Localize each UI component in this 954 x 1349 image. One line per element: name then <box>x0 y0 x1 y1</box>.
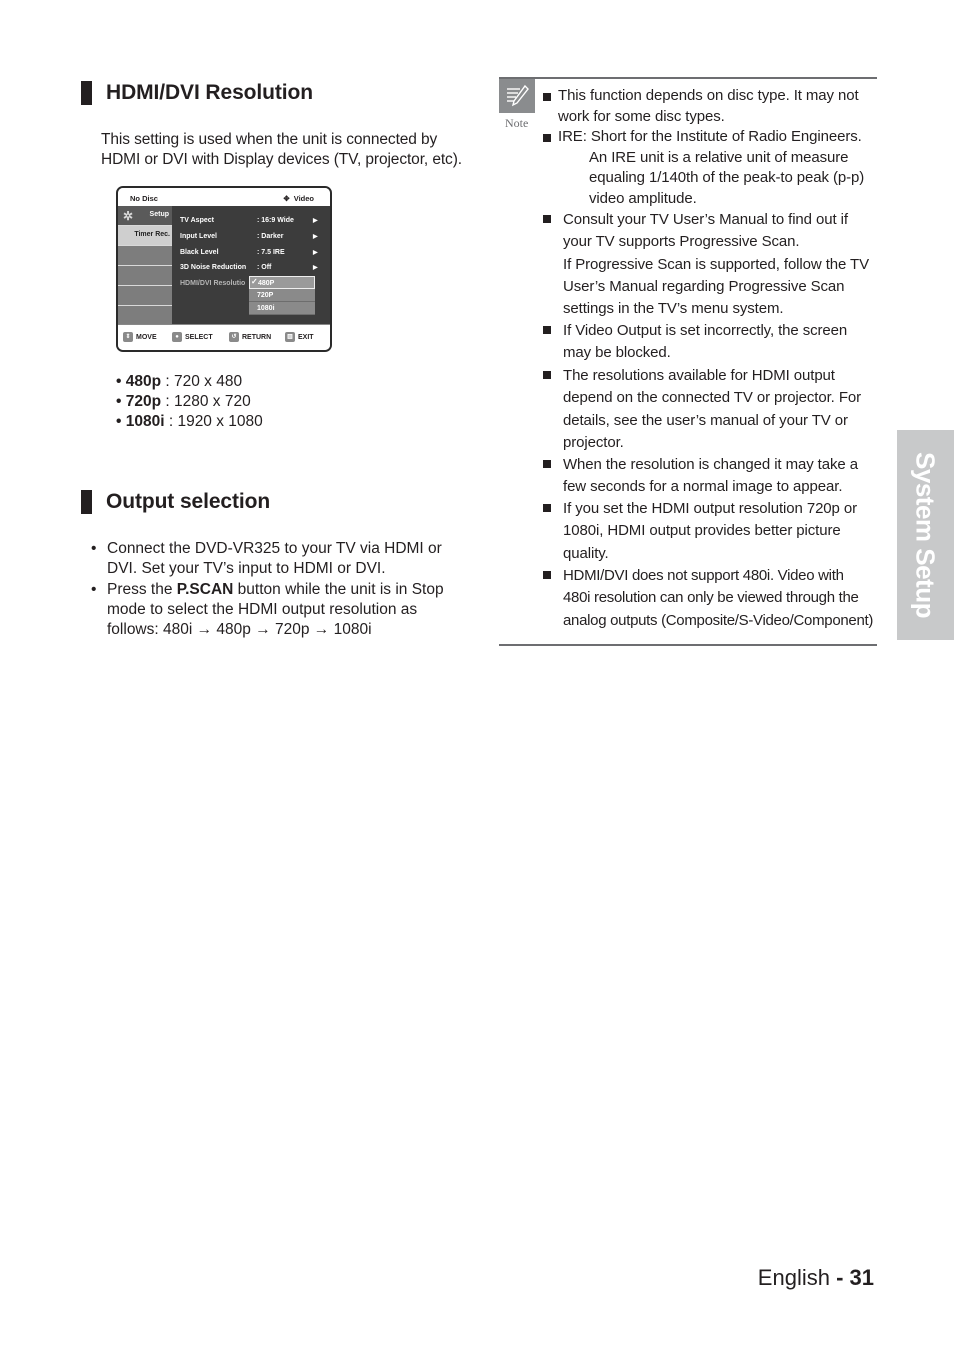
setting-label: TV Aspect <box>180 217 214 224</box>
heading-bar <box>81 81 92 105</box>
option-label: 1080i <box>257 305 275 312</box>
note-line: If Video Output is set incorrectly, the screen <box>563 322 848 339</box>
hint-label: EXIT <box>298 333 314 341</box>
resolution-name: 480p <box>125 373 162 390</box>
exit-icon: ▥ <box>285 332 295 342</box>
square-bullet-icon <box>543 571 551 579</box>
menu-sidebar <box>118 206 172 324</box>
return-icon: ↺ <box>229 332 239 342</box>
note-line: If Progressive Scan is supported, follow the TV <box>563 255 870 273</box>
note-item <box>543 209 869 320</box>
bullet-line: Connect the DVD-VR325 to your TV via HDMI or <box>107 540 442 557</box>
menu-item-empty <box>118 286 172 306</box>
bullet-item <box>91 580 451 640</box>
arrow-right-icon: ▶ <box>313 218 318 224</box>
resolution-item: • 1080i : 1920 x 1080 <box>116 413 263 430</box>
resolution-option <box>249 276 315 289</box>
exit-hint <box>285 332 314 342</box>
resolution-option <box>249 302 315 315</box>
note-line: projector. <box>563 433 624 451</box>
text-run: Press the <box>107 581 177 598</box>
note-label: Note <box>505 116 529 130</box>
video-indicator <box>283 194 314 203</box>
note-item <box>543 320 847 365</box>
heading-bar <box>81 490 92 514</box>
resolution-dropdown <box>249 276 315 315</box>
note-line: Consult your TV User’s Manual to find out if <box>563 211 848 228</box>
menu-settings-panel <box>172 206 330 324</box>
menu-item-label: Setup <box>149 211 169 218</box>
menu-button-bar <box>118 324 330 350</box>
square-bullet-icon <box>543 504 551 512</box>
hint-label: SELECT <box>185 333 213 341</box>
square-bullet-icon <box>543 93 551 101</box>
video-icon: ✥ <box>283 194 290 203</box>
arrow-right-icon: ▶ <box>313 265 318 271</box>
bullet-dot: • <box>91 581 97 598</box>
note-bottom-rule <box>499 644 877 646</box>
note-line: The resolutions available for HDMI output <box>563 367 835 384</box>
square-bullet-icon <box>543 371 551 379</box>
resolution-item: • 480p : 720 x 480 <box>116 373 243 390</box>
move-icon: ⇕ <box>123 332 133 342</box>
option-label: 720P <box>257 292 274 299</box>
menu-item-empty <box>118 246 172 266</box>
note-item <box>543 86 859 127</box>
note-line: quality. <box>563 544 609 562</box>
option-label: 480P <box>258 280 275 287</box>
resolution-value: : 1280 x 720 <box>161 393 251 410</box>
hint-label: MOVE <box>136 333 157 341</box>
note-line: analog outputs (Composite/S-Video/Component) <box>563 611 874 629</box>
bullet-line: DVI. Set your TV’s input to HDMI or DVI. <box>107 560 386 577</box>
setting-label: HDMI/DVI Resolutio <box>180 280 246 287</box>
note-item <box>543 498 857 565</box>
note-line: few seconds for a normal image to appear. <box>563 478 843 496</box>
menu-item-timer <box>118 226 172 246</box>
setting-label: Input Level <box>180 233 217 240</box>
menu-top-bar <box>118 188 330 206</box>
bullet-line: mode to select the HDMI output resolution as <box>107 601 418 618</box>
setting-value: : Off <box>257 264 272 271</box>
setting-label: 3D Noise Reduction <box>180 264 247 271</box>
square-bullet-icon <box>543 215 551 223</box>
setting-value: : 7.5 IRE <box>257 249 285 256</box>
pscan-label: P.SCAN <box>176 581 234 598</box>
note-line: 1080i, HDMI output provides better picture <box>563 522 841 540</box>
page-number <box>758 1265 874 1291</box>
resolution-name: 1080i <box>125 413 165 430</box>
note-top-rule <box>499 77 877 79</box>
note-line: If you set the HDMI output resolution 720p or <box>563 500 857 517</box>
resolution-list <box>116 372 263 432</box>
note-line: your TV supports Progressive Scan. <box>563 233 800 251</box>
footer-language: English <box>757 1265 830 1290</box>
resolution-option <box>249 289 315 302</box>
resolution-item: • 720p : 1280 x 720 <box>116 393 251 410</box>
setup-menu-screenshot <box>116 186 332 352</box>
note-line: depend on the connected TV or projector. For <box>563 389 862 407</box>
note-line: work for some disc types. <box>558 107 725 125</box>
setting-row-input-level <box>180 233 320 240</box>
note-item <box>543 365 861 454</box>
section-heading-output <box>81 489 270 515</box>
arrow-right-icon: ▶ <box>313 234 318 240</box>
text-run: button while the unit is in Stop <box>233 581 444 598</box>
return-hint <box>229 332 271 342</box>
menu-item-empty <box>118 266 172 286</box>
note-line: video amplitude. <box>589 189 697 207</box>
note-item <box>543 127 864 209</box>
square-bullet-icon <box>543 326 551 334</box>
setting-value: : Darker <box>257 233 284 240</box>
square-bullet-icon <box>543 134 551 142</box>
section-heading-hdmi <box>81 80 313 106</box>
bullet-dot: • <box>91 540 97 557</box>
note-line: details, see the user’s manual of your TV or <box>563 411 848 429</box>
setting-label: Black Level <box>180 249 219 256</box>
section-title: Output selection <box>106 490 271 513</box>
footer-separator: - <box>829 1265 850 1290</box>
menu-item-setup <box>118 206 172 226</box>
note-line: 480i resolution can only be viewed through the <box>563 589 859 607</box>
move-hint <box>123 332 157 342</box>
note-line: settings in the TV’s menu system. <box>563 300 784 318</box>
check-icon: ✓ <box>251 277 258 286</box>
resolution-value: : 1920 x 1080 <box>164 413 263 430</box>
note-item <box>543 565 873 632</box>
bullet-item <box>91 539 451 579</box>
note-line: equaling 1/140th of the peak-to peak (p-p) <box>589 169 865 186</box>
note-item <box>543 454 858 499</box>
note-line: User’s Manual regarding Progressive Scan <box>563 277 845 295</box>
setting-row-tv-aspect <box>180 217 320 224</box>
description-line: HDMI or DVI with Display devices (TV, projector, etc). <box>101 150 462 168</box>
resolution-name: 720p <box>125 393 162 410</box>
setting-row-black-level <box>180 249 320 256</box>
chapter-side-tab <box>897 430 954 640</box>
setting-row-noise-reduction <box>180 264 320 271</box>
chapter-label: System Setup <box>910 452 941 618</box>
section-title: HDMI/DVI Resolution <box>106 81 313 104</box>
section-description <box>101 130 462 169</box>
bullet-line <box>107 580 451 600</box>
select-icon: ● <box>172 332 182 342</box>
note-line: This function depends on disc type. It may not <box>558 87 859 104</box>
resolution-value: : 720 x 480 <box>161 373 243 390</box>
note-line: When the resolution is changed it may take a <box>563 456 858 473</box>
description-line: This setting is used when the unit is connected by <box>101 131 438 148</box>
note-line: HDMI/DVI does not support 480i. Video with <box>563 567 844 584</box>
note-line: IRE: Short for the Institute of Radio Engineers. <box>558 128 862 145</box>
video-label: Video <box>293 194 314 203</box>
footer-page: 31 <box>849 1265 874 1290</box>
note-line: An IRE unit is a relative unit of measure <box>589 148 849 166</box>
note-pencil-icon <box>499 79 535 113</box>
setting-value: : 16:9 Wide <box>257 217 294 224</box>
square-bullet-icon <box>543 460 551 468</box>
hint-label: RETURN <box>242 333 272 341</box>
arrow-right-icon: ▶ <box>313 250 318 256</box>
bullet-line: follows: 480i → 480p → 720p → 1080i <box>107 621 372 638</box>
note-line: may be blocked. <box>563 344 671 362</box>
menu-item-label: Timer Rec. <box>134 231 170 238</box>
select-hint <box>172 332 213 342</box>
gear-icon: ✲ <box>123 209 134 223</box>
disc-status: No Disc <box>130 194 158 203</box>
